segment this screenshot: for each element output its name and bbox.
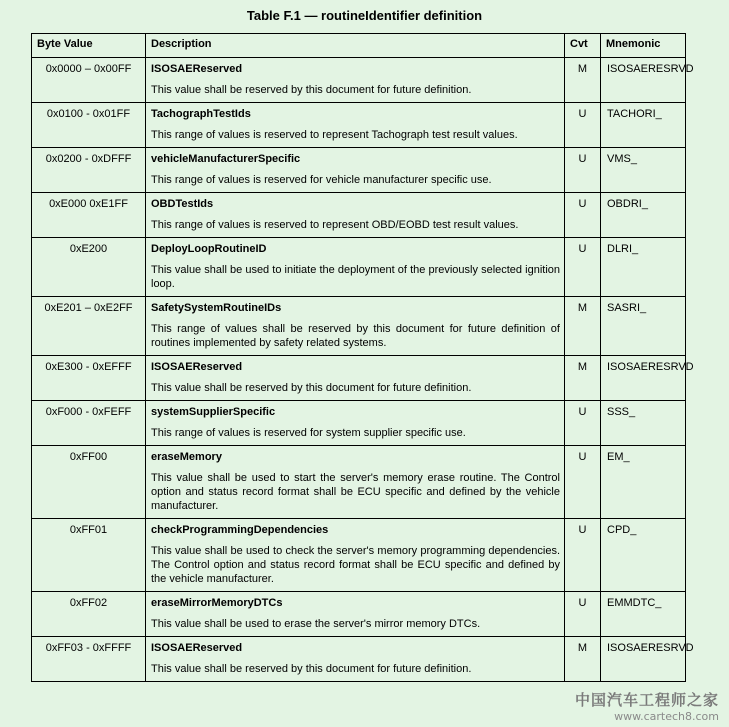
table-row [32, 58, 686, 103]
description-cell [146, 519, 565, 592]
cvt-cell: U [565, 238, 601, 297]
cvt-cell: U [565, 592, 601, 637]
cvt-cell: M [565, 58, 601, 103]
table-row [32, 519, 686, 592]
parameter-name: eraseMirrorMemoryDTCs [151, 597, 283, 609]
parameter-name: DeployLoopRoutineID [151, 243, 267, 255]
description-cell [146, 297, 565, 356]
byte-value-cell: 0xFF03 - 0xFFFF [32, 637, 146, 682]
table-row [32, 637, 686, 682]
mnemonic-cell: ISOSAERESRVD [601, 637, 686, 682]
parameter-name: ISOSAEReserved [151, 63, 243, 75]
cvt-cell: M [565, 356, 601, 401]
cvt-cell: M [565, 297, 601, 356]
cvt-cell: M [565, 637, 601, 682]
mnemonic-cell: VMS_ [601, 148, 686, 193]
table-row [32, 103, 686, 148]
parameter-name: TachographTestIds [151, 108, 251, 120]
parameter-description: This range of values shall be reserved by this document for future definition of routines implemented by safety related systems. [151, 323, 560, 349]
description-cell [146, 637, 565, 682]
cvt-cell: U [565, 519, 601, 592]
parameter-description: This range of values is reserved for system supplier specific use. [151, 427, 466, 439]
header-byte-value: Byte Value [32, 34, 146, 58]
byte-value-cell: 0x0100 - 0x01FF [32, 103, 146, 148]
table-row [32, 238, 686, 297]
mnemonic-cell: DLRI_ [601, 238, 686, 297]
parameter-name: vehicleManufacturerSpecific [151, 153, 301, 165]
description-cell [146, 103, 565, 148]
description-cell [146, 356, 565, 401]
parameter-description: This value shall be reserved by this document for future definition. [151, 84, 472, 96]
mnemonic-cell: ISOSAERESRVD [601, 58, 686, 103]
mnemonic-cell: SASRI_ [601, 297, 686, 356]
cvt-cell: U [565, 446, 601, 519]
mnemonic-cell: SSS_ [601, 401, 686, 446]
parameter-name: systemSupplierSpecific [151, 406, 276, 418]
byte-value-cell: 0x0000 – 0x00FF [32, 58, 146, 103]
description-cell [146, 446, 565, 519]
cvt-cell: U [565, 193, 601, 238]
table-header-row [32, 34, 686, 58]
mnemonic-cell: TACHORI_ [601, 103, 686, 148]
header-description: Description [146, 34, 565, 58]
byte-value-cell: 0xE000 0xE1FF [32, 193, 146, 238]
description-cell [146, 592, 565, 637]
watermark-chinese-text: 中国汽车工程师之家 [574, 691, 719, 709]
parameter-description: This value shall be used to erase the server's mirror memory DTCs. [151, 618, 481, 630]
parameter-description: This value shall be reserved by this document for future definition. [151, 663, 472, 675]
parameter-name: ISOSAEReserved [151, 361, 243, 373]
cvt-cell: U [565, 103, 601, 148]
table-row [32, 592, 686, 637]
byte-value-cell: 0xFF00 [32, 446, 146, 519]
byte-value-cell: 0xFF01 [32, 519, 146, 592]
mnemonic-cell: ISOSAERESRVD [601, 356, 686, 401]
parameter-description: This range of values is reserved for vehicle manufacturer specific use. [151, 174, 492, 186]
table-row [32, 148, 686, 193]
parameter-description: This range of values is reserved to represent Tachograph test result values. [151, 129, 518, 141]
byte-value-cell: 0xFF02 [32, 592, 146, 637]
parameter-description: This value shall be used to initiate the deployment of the previously selected ignition loop. [151, 264, 560, 290]
parameter-name: checkProgrammingDependencies [151, 524, 329, 536]
parameter-name: eraseMemory [151, 451, 222, 463]
mnemonic-cell: CPD_ [601, 519, 686, 592]
byte-value-cell: 0xE200 [32, 238, 146, 297]
header-mnemonic: Mnemonic [601, 34, 686, 58]
watermark-url: www.cartech8.com [614, 710, 719, 723]
description-cell [146, 238, 565, 297]
mnemonic-cell: EM_ [601, 446, 686, 519]
mnemonic-cell: EMMDTC_ [601, 592, 686, 637]
table-title: Table F.1 — routineIdentifier definition [246, 8, 483, 23]
header-cvt: Cvt [565, 34, 601, 58]
routine-identifier-table [31, 33, 694, 682]
table-row [32, 297, 686, 356]
byte-value-cell: 0xE300 - 0xEFFF [32, 356, 146, 401]
description-cell [146, 401, 565, 446]
description-cell [146, 148, 565, 193]
parameter-name: OBDTestIds [151, 198, 214, 210]
table-row [32, 401, 686, 446]
cvt-cell: U [565, 148, 601, 193]
parameter-description: This value shall be used to check the server's memory programming dependencies. The Control option and status record format shall be ECU specific and defined by the vehicle manufacturer. [151, 545, 560, 585]
parameter-description: This value shall be reserved by this document for future definition. [151, 382, 472, 394]
byte-value-cell: 0xF000 - 0xFEFF [32, 401, 146, 446]
table-row [32, 446, 686, 519]
parameter-description: This range of values is reserved to represent OBD/EOBD test result values. [151, 219, 519, 231]
description-cell [146, 58, 565, 103]
parameter-description: This value shall be used to start the server's memory erase routine. The Control option and status record format shall be ECU specific and defined by the vehicle manufacturer. [151, 472, 560, 512]
byte-value-cell: 0x0200 - 0xDFFF [32, 148, 146, 193]
table-row [32, 356, 686, 401]
byte-value-cell: 0xE201 – 0xE2FF [32, 297, 146, 356]
cvt-cell: U [565, 401, 601, 446]
table-row [32, 193, 686, 238]
mnemonic-cell: OBDRI_ [601, 193, 686, 238]
parameter-name: ISOSAEReserved [151, 642, 243, 654]
description-cell [146, 193, 565, 238]
parameter-name: SafetySystemRoutineIDs [151, 302, 282, 314]
site-watermark [575, 689, 719, 723]
